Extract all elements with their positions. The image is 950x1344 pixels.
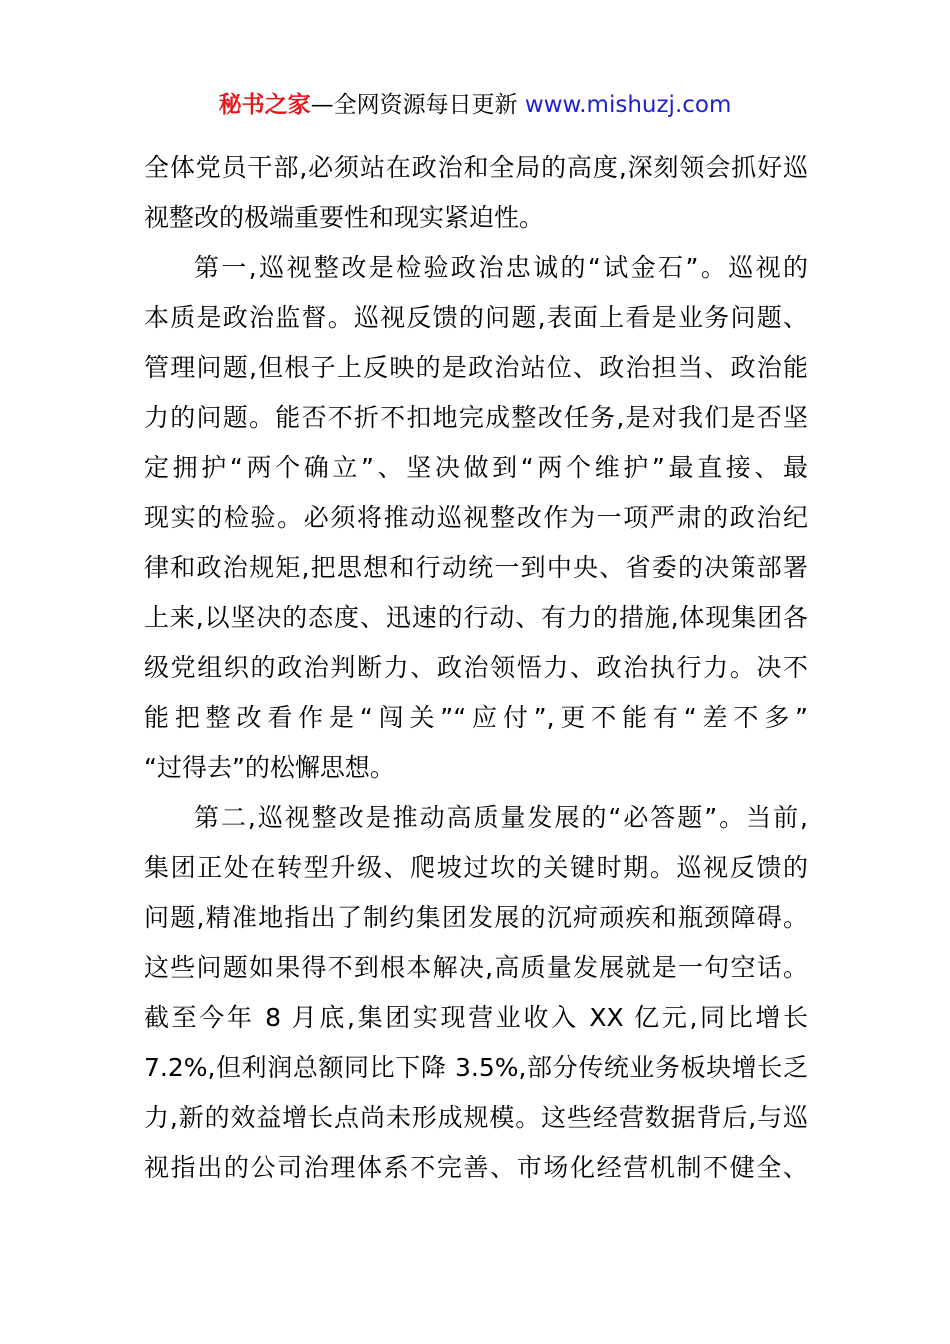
text-line: 本质是政治监督。巡视反馈的问题,表面上看是业务问题、	[144, 303, 808, 332]
text-line: 第一,巡视整改是检验政治忠诚的“试金石”。巡视的	[194, 253, 808, 282]
text-line: 视指出的公司治理体系不完善、市场化经营机制不健全、	[144, 1153, 808, 1182]
text-line: 截至今年 8 月底,集团实现营业收入 XX 亿元,同比增长	[144, 1003, 808, 1032]
page-header	[0, 88, 950, 122]
header-tagline: —全网资源每日更新	[310, 92, 518, 118]
text-line: 第二,巡视整改是推动高质量发展的“必答题”。当前,	[194, 803, 808, 832]
text-line: 律和政治规矩,把思想和行动统一到中央、省委的决策部署	[144, 553, 808, 582]
paragraph	[144, 793, 808, 1193]
text-line: 集团正处在转型升级、爬坡过坎的关键时期。巡视反馈的	[144, 853, 808, 882]
text-line: 能把整改看作是“闯关”“应付”,更不能有“差不多”	[144, 703, 808, 732]
text-line: 上来,以坚决的态度、迅速的行动、有力的措施,体现集团各	[144, 603, 808, 632]
text-line: 现实的检验。必须将推动巡视整改作为一项严肃的政治纪	[144, 503, 808, 532]
text-line: “过得去”的松懈思想。	[144, 753, 395, 782]
brand-name: 秘书之家	[218, 92, 311, 118]
text-line: 这些问题如果得不到根本解决,高质量发展就是一句空话。	[144, 953, 808, 982]
text-line: 定拥护“两个确立”、坚决做到“两个维护”最直接、最	[144, 453, 808, 482]
text-line: 全体党员干部,必须站在政治和全局的高度,深刻领会抓好巡	[144, 153, 808, 182]
text-line: 7.2%,但利润总额同比下降 3.5%,部分传统业务板块增长乏	[144, 1053, 808, 1082]
text-line: 力,新的效益增长点尚未形成规模。这些经营数据背后,与巡	[144, 1103, 808, 1132]
text-line: 管理问题,但根子上反映的是政治站位、政治担当、政治能	[144, 353, 808, 382]
document-body	[144, 143, 808, 1193]
paragraph	[144, 243, 808, 793]
text-line: 问题,精准地指出了制约集团发展的沉疴顽疾和瓶颈障碍。	[144, 903, 808, 932]
text-line: 视整改的极端重要性和现实紧迫性。	[144, 203, 545, 232]
paragraph	[144, 143, 808, 243]
text-line: 力的问题。能否不折不扣地完成整改任务,是对我们是否坚	[144, 403, 808, 432]
header-url-link[interactable]: www.mishuzj.com	[524, 92, 732, 118]
text-line: 级党组织的政治判断力、政治领悟力、政治执行力。决不	[144, 653, 808, 682]
